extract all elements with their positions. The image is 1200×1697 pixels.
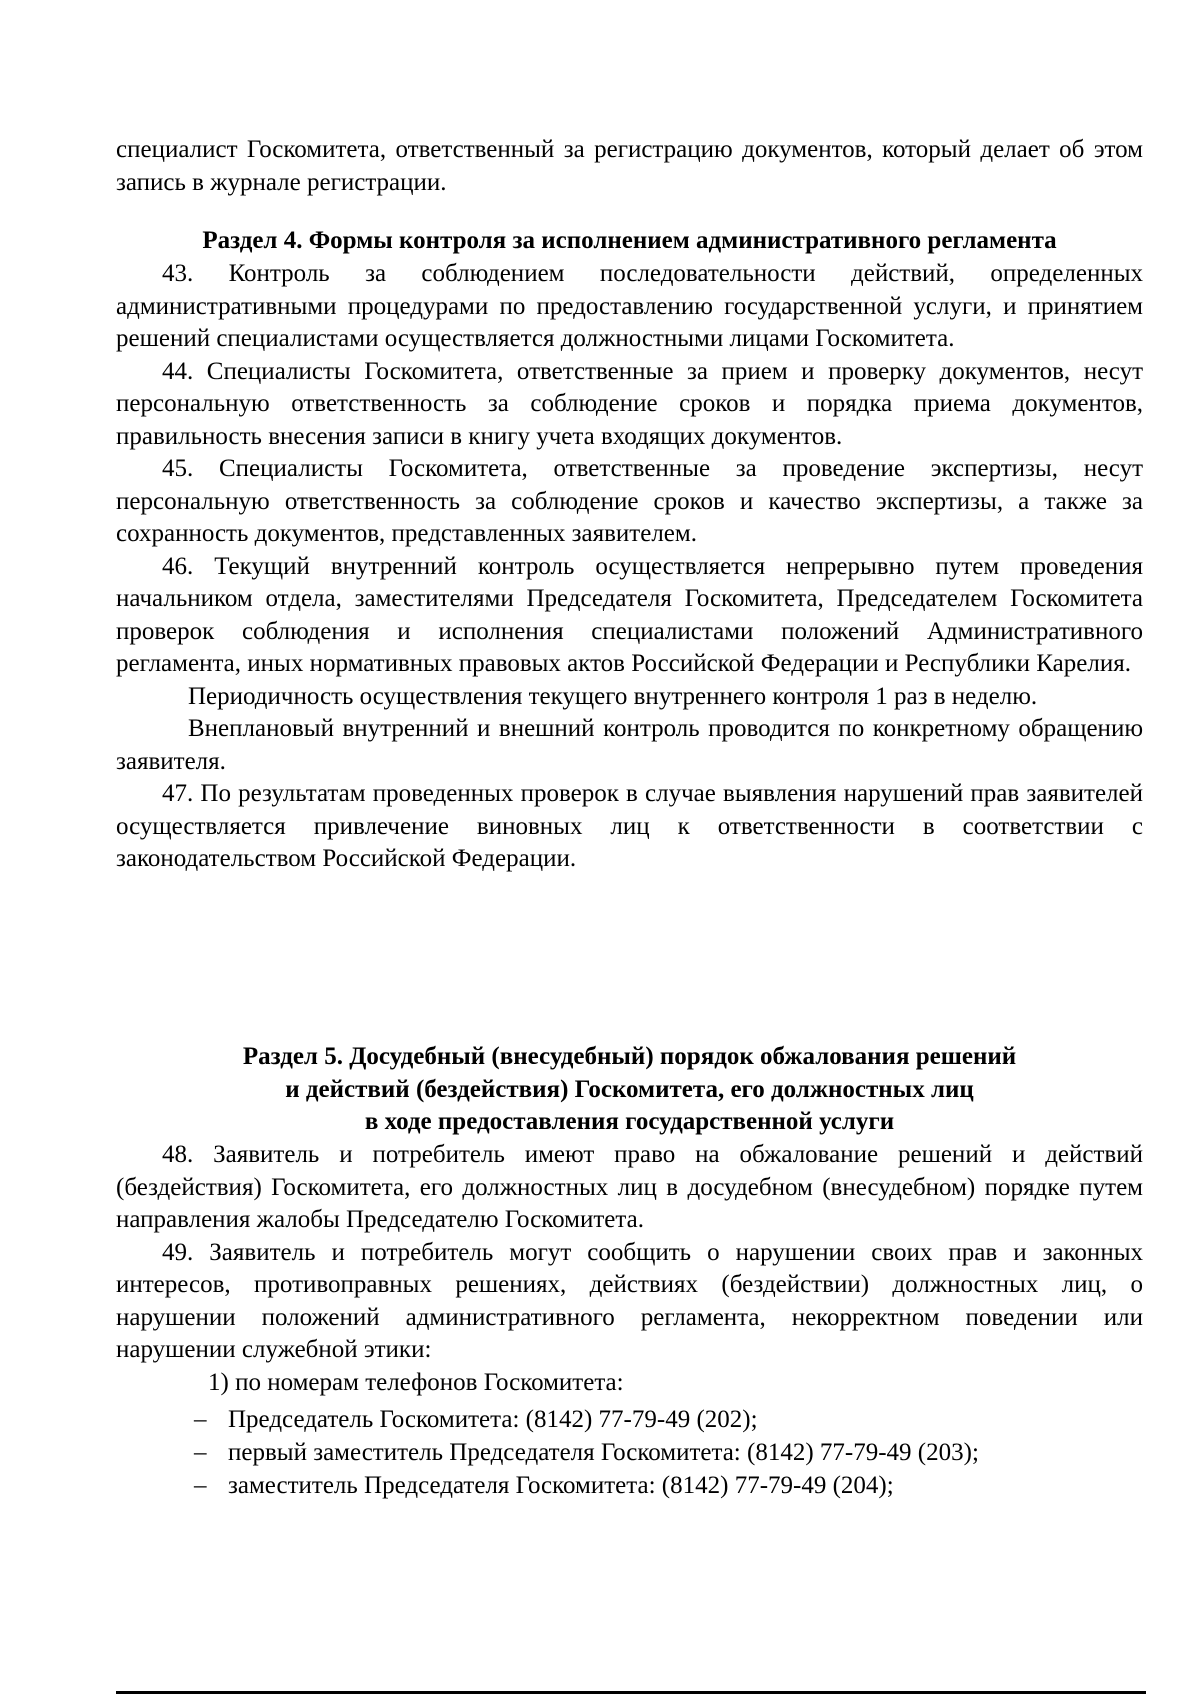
paragraph-47: 47. По результатам проведенных проверок в случае выявления нарушений прав заявителей осуществляется привлечение виновных лиц к ответственности в соответствии с законодательством Российской Федерации. (116, 780, 1143, 872)
section-5-heading (116, 1041, 1143, 1139)
section-4-body (116, 258, 1143, 876)
list-item (116, 1469, 1143, 1502)
paragraph-45: 45. Специалисты Госкомитета, ответственные за проведение экспертизы, несут персональную ответственность за соблюдение сроков и качество экспертизы, а также за сохранность документов, представленных заявителем. (116, 455, 1143, 547)
paragraph-44: 44. Специалисты Госкомитета, ответственные за прием и проверку документов, несут персональную ответственность за соблюдение сроков и порядка приема документов, правильность внесения записи в книгу учета входящих документов. (116, 357, 1143, 450)
dash-bullet: – (194, 1472, 207, 1499)
dash-bullet: – (194, 1439, 207, 1466)
section-5-title-line-1: Раздел 5. Досудебный (внесудебный) порядок обжалования решений (242, 1043, 1017, 1070)
paragraph-43: 43. Контроль за соблюдением последовательности действий, определенных административными процедурами по предоставлению государственной услуги, и принятием решений специалистами осуществляется должностными лицами Госкомитета. (116, 260, 1143, 352)
phone-first-deputy: первый заместитель Председателя Госкомитета: (8142) 77-79-49 (203); (228, 1439, 979, 1466)
intro-paragraph: специалист Госкомитета, ответственный за регистрацию документов, который делает об этом запись в журнале регистрации. (116, 136, 1143, 196)
list-item (116, 1403, 1143, 1436)
section-5-title-line-2: и действий (бездействия) Госкомитета, его должностных лиц (285, 1075, 974, 1103)
dash-bullet: – (194, 1406, 207, 1433)
paragraph-46: 46. Текущий внутренний контроль осуществляется непрерывно путем проведения начальником отдела, заместителями Председателя Госкомитета, Председателем Госкомитета проверок соблюдения и исполнения специалистами положений Административного регламента, иных нормативных правовых актов Российской Федерации и Республики Карелия. (116, 552, 1143, 677)
paragraph-49: 49. Заявитель и потребитель могут сообщить о нарушении своих прав и законных интересов, противоправных решениях, действиях (бездействии) должностных лиц, о нарушении положений административного регламента, некорректном поведении или нарушении служебной этики: (116, 1238, 1143, 1363)
paragraph-46-unscheduled: Внеплановый внутренний и внешний контроль проводится по конкретному обращению заявителя. (116, 715, 1143, 775)
paragraph-46-periodicity: Периодичность осуществления текущего внутреннего контроля 1 раз в неделю. (188, 682, 1038, 710)
section-5-title-line-3: в ходе предоставления государственной услуги (364, 1108, 895, 1135)
paragraph-48: 48. Заявитель и потребитель имеют право на обжалование решений и действий (бездействия) Госкомитета, его должностных лиц в досудебном (внесудебном) порядке путем направления жалобы Председателю Госкомитета. (116, 1141, 1143, 1233)
footer-rule (116, 1691, 1146, 1694)
list-item-phones-heading: 1) по номерам телефонов Госкомитета: (208, 1368, 624, 1396)
list-item (116, 1436, 1143, 1469)
phone-deputy: заместитель Председателя Госкомитета: (8142) 77-79-49 (204); (228, 1472, 894, 1499)
phone-chairman: Председатель Госкомитета: (8142) 77-79-49 (202); (228, 1406, 758, 1433)
section-5-body (116, 1139, 1143, 1502)
intro-block (116, 134, 1143, 199)
section-4-heading (116, 225, 1143, 258)
section-4-title: Раздел 4. Формы контроля за исполнением административного регламента (202, 227, 1057, 254)
